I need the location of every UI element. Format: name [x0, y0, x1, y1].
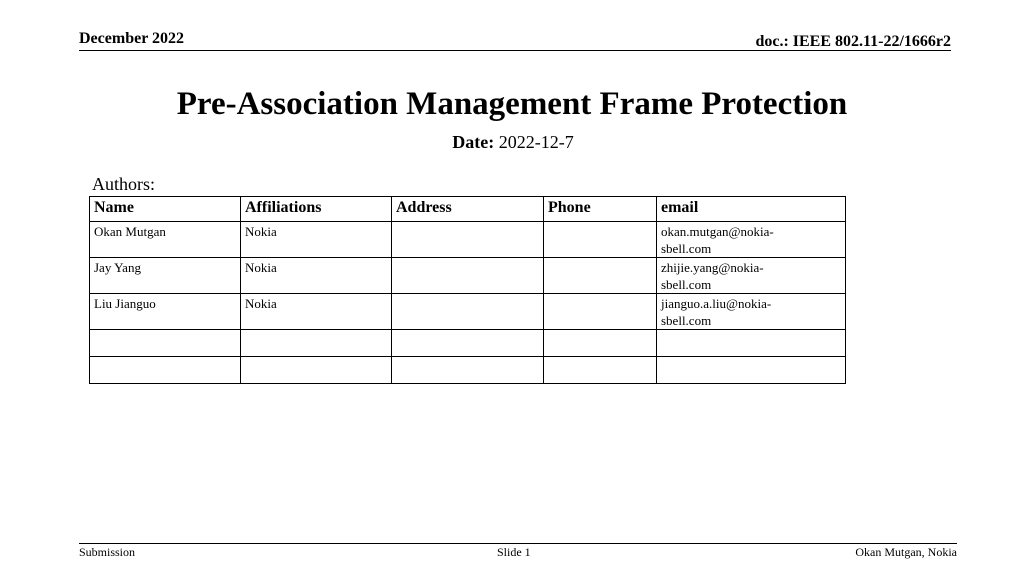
column-header-name: Name: [90, 197, 241, 222]
author-phone: [544, 222, 657, 258]
footer-author: Okan Mutgan, Nokia: [855, 545, 957, 559]
author-email-line-1: zhijie.yang@nokia-: [661, 260, 764, 275]
table-header-row: [90, 197, 846, 222]
empty-cell: [392, 330, 544, 357]
date-line: [0, 131, 1024, 153]
author-email: [657, 222, 846, 258]
author-address: [392, 294, 544, 330]
date-line-inner: [452, 131, 573, 153]
author-affiliation: Nokia: [241, 258, 392, 294]
author-email-line-2: sbell.com: [661, 277, 712, 292]
empty-cell: [544, 330, 657, 357]
empty-cell: [392, 357, 544, 384]
author-name: Liu Jianguo: [90, 294, 241, 330]
header-doc-id: doc.: IEEE 802.11-22/1666r2: [755, 33, 951, 50]
footer-submission: Submission: [79, 545, 136, 559]
empty-cell: [657, 357, 846, 384]
author-phone: [544, 294, 657, 330]
author-affiliation: Nokia: [241, 222, 392, 258]
footer-slide-number: Slide 1: [497, 545, 531, 559]
table-row: [90, 258, 846, 294]
authors-label: Authors:: [92, 174, 155, 194]
author-name: Okan Mutgan: [90, 222, 241, 258]
empty-cell: [90, 357, 241, 384]
author-email: [657, 294, 846, 330]
column-header-phone: Phone: [544, 197, 657, 222]
author-phone: [544, 258, 657, 294]
column-header-email: email: [657, 197, 846, 222]
authors-table: [89, 196, 846, 384]
author-email-line-2: sbell.com: [661, 313, 712, 328]
empty-cell: [241, 357, 392, 384]
table-row: [90, 222, 846, 258]
author-name: Jay Yang: [90, 258, 241, 294]
date-label: Date:: [452, 132, 495, 152]
empty-cell: [90, 330, 241, 357]
author-email-line-1: okan.mutgan@nokia-: [661, 224, 774, 239]
author-email-line-1: jianguo.a.liu@nokia-: [661, 296, 772, 311]
empty-table-row: [90, 330, 846, 357]
author-address: [392, 258, 544, 294]
column-header-affiliations: Affiliations: [241, 197, 392, 222]
author-address: [392, 222, 544, 258]
empty-cell: [657, 330, 846, 357]
header-date: December 2022: [79, 30, 184, 47]
header-rule: [79, 50, 951, 51]
author-affiliation: Nokia: [241, 294, 392, 330]
author-email: [657, 258, 846, 294]
slide-title: Pre-Association Management Frame Protection: [176, 86, 848, 122]
empty-table-row: [90, 357, 846, 384]
empty-cell: [544, 357, 657, 384]
column-header-address: Address: [392, 197, 544, 222]
footer-rule: [79, 543, 957, 544]
empty-cell: [241, 330, 392, 357]
author-email-line-2: sbell.com: [661, 241, 712, 256]
date-value: 2022-12-7: [498, 132, 574, 152]
table-row: [90, 294, 846, 330]
